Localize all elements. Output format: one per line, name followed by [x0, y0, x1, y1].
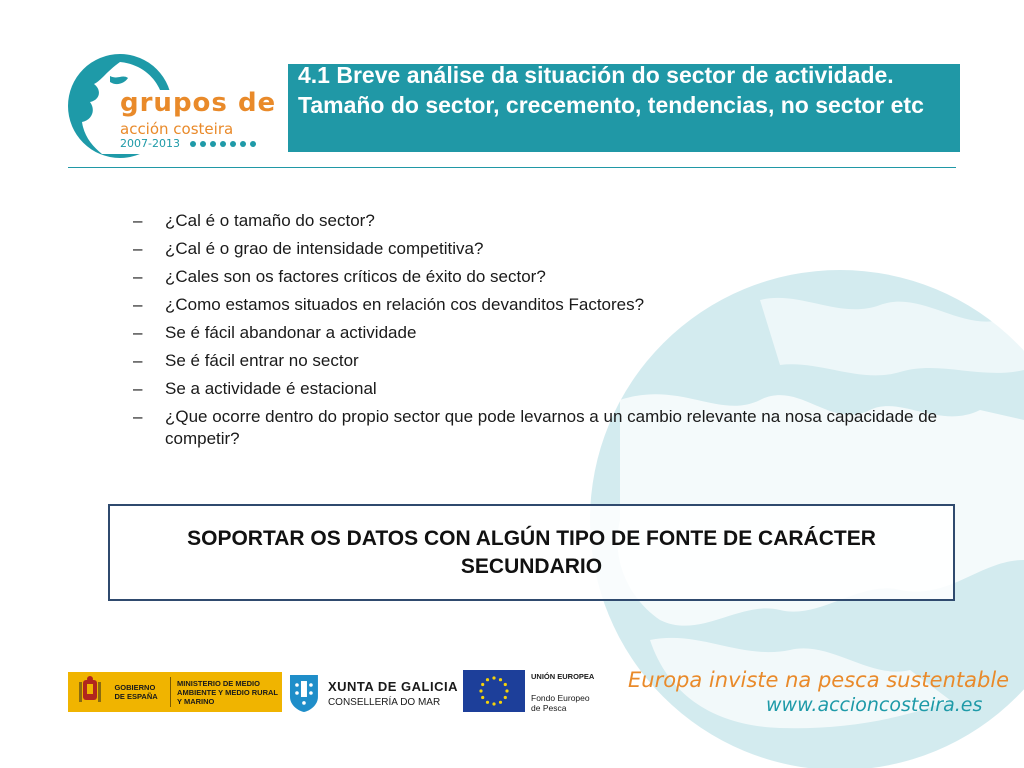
bullet-dash: – — [133, 407, 143, 426]
website-link[interactable]: www.accioncosteira.es — [766, 694, 983, 716]
eu-fund-label: Fondo Europeo de Pesca — [531, 693, 590, 713]
eu-fondo-pesca-logo — [463, 670, 613, 716]
list-item — [133, 406, 953, 450]
list-item-text: Se a actividade é estacional — [165, 379, 377, 398]
callout-text: SOPORTAR OS DATOS CON ALGÚN TIPO DE FONTE DE CARÁCTER SECUNDARIO — [187, 526, 876, 578]
bullet-dash: – — [133, 267, 143, 286]
ministerio-label: MINISTERIO DE MEDIO AMBIENTE Y MEDIO RURAL Y MARINO — [177, 678, 278, 706]
logo-text-accion: acción costeira — [120, 120, 234, 138]
list-item-text: ¿Como estamos situados en relación cos devanditos Factores? — [165, 295, 645, 314]
logo-text-years: 2007-2013 — [120, 137, 180, 150]
bullet-dash: – — [133, 351, 143, 370]
slide-title: 4.1 Breve análise da situación do sector de actividade. Tamaño do sector, crecemento, tendencias, no sector etc — [298, 64, 924, 118]
list-item-text: ¿Cal é o tamaño do sector? — [165, 211, 375, 230]
gobierno-label: GOBIERNO DE ESPAÑA — [114, 683, 158, 701]
bullet-dash: – — [133, 239, 143, 258]
list-item — [133, 294, 953, 316]
logo-text-grupos: grupos de — [120, 88, 277, 118]
title-banner — [288, 64, 960, 152]
list-item — [133, 322, 953, 344]
eu-title: UNIÓN EUROPEA — [531, 672, 595, 681]
slogan-text: Europa inviste na pesca sustentable — [628, 668, 1010, 692]
xunta-galicia-logo — [288, 672, 458, 714]
list-item-text: Se é fácil entrar no sector — [165, 351, 359, 370]
bullet-dash: – — [133, 295, 143, 314]
bullet-dash: – — [133, 211, 143, 230]
galicia-shield-icon — [288, 673, 320, 713]
list-item-text: ¿Que ocorre dentro do propio sector que pode levarnos a un cambio relevante na nosa capacidade de competir? — [165, 407, 938, 448]
header-divider — [68, 167, 956, 168]
eu-flag-icon — [463, 670, 525, 712]
footer-logos — [0, 660, 1024, 730]
spain-crest-icon — [74, 675, 106, 709]
list-item — [133, 378, 953, 400]
question-list — [133, 210, 953, 456]
logo-separator — [170, 677, 171, 707]
bullet-dash: – — [133, 379, 143, 398]
bullet-dash: – — [133, 323, 143, 342]
xunta-title: XUNTA DE GALICIA — [327, 678, 458, 694]
list-item — [133, 210, 953, 232]
list-item — [133, 350, 953, 372]
callout-box — [108, 504, 955, 601]
gobierno-espana-logo — [68, 672, 282, 712]
list-item-text: Se é fácil abandonar a actividade — [165, 323, 417, 342]
xunta-subtitle: CONSELLERÍA DO MAR — [327, 696, 441, 708]
list-item-text: ¿Cal é o grao de intensidade competitiva? — [165, 239, 484, 258]
list-item — [133, 266, 953, 288]
list-item-text: ¿Cales son os factores críticos de éxito do sector? — [165, 267, 546, 286]
list-item — [133, 238, 953, 260]
logo-dots — [190, 141, 256, 147]
